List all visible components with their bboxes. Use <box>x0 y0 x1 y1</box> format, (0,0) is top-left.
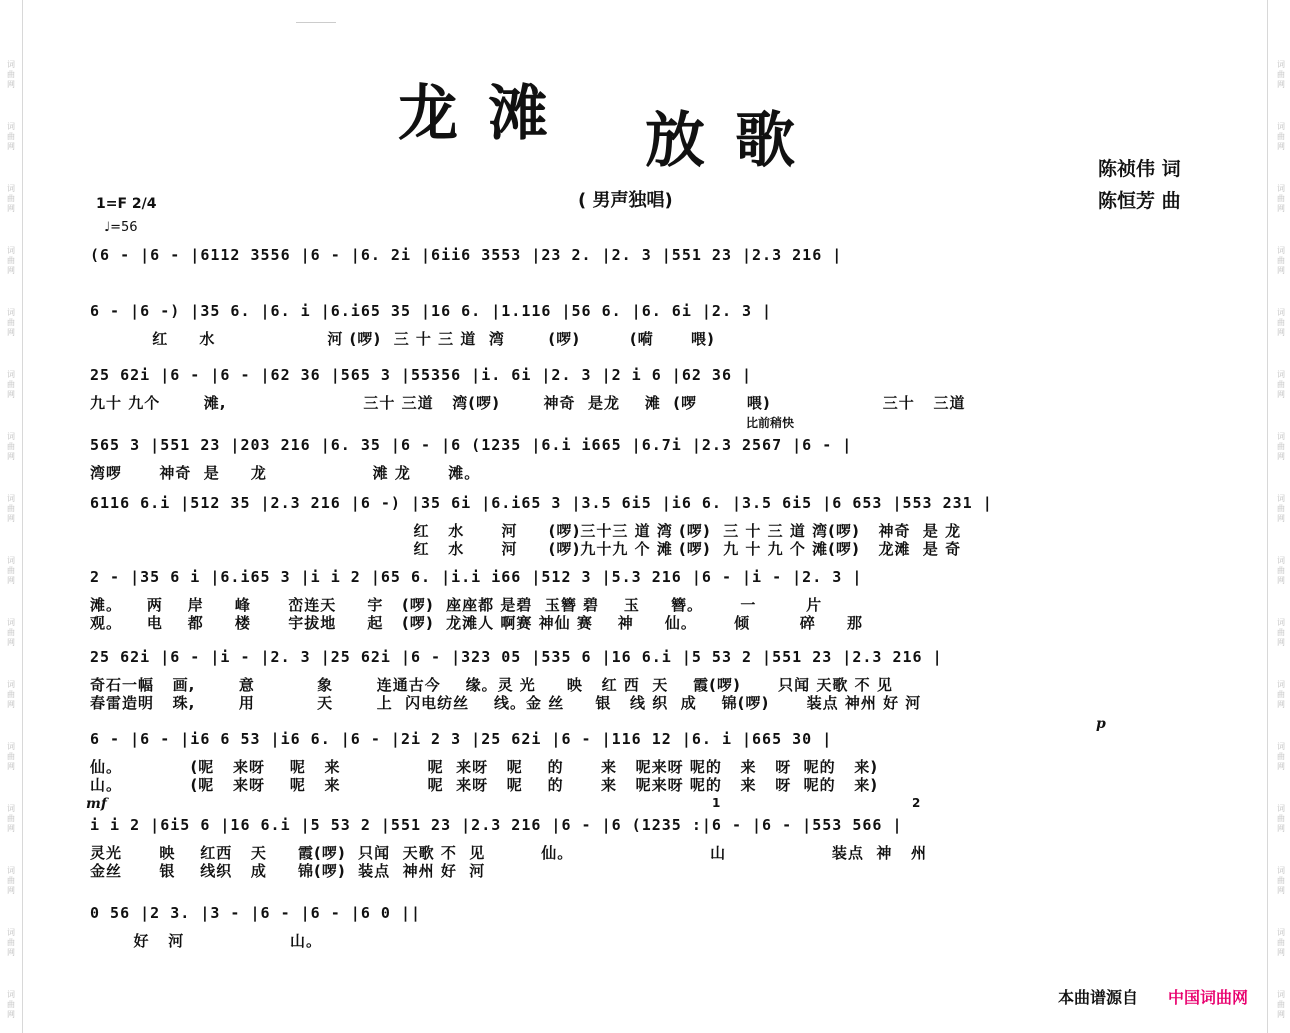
lyric-line: 滩。 两 岸 峰 峦连天 宇 (啰) 座座都 是碧 玉簪 碧 玉 簪。 一 片 <box>90 596 823 614</box>
lyric-line: 九十 九个 滩, 三十 三道 湾(啰) 神奇 是龙 滩 (啰 喂) 三十 三道 <box>90 394 966 412</box>
dynamic-mf: mf <box>86 796 107 812</box>
lyric-line: 好 河 山。 <box>90 932 322 950</box>
watermark-text: 词曲网 <box>7 990 15 1019</box>
subtitle: ( 男声独唱) <box>578 190 673 211</box>
notation-row: (6 - |6 - |6112 3556 |6 - |6. 2i |6ii6 3553 |23 2. |2. 3 |551 23 |2.3 216 | <box>90 246 843 264</box>
lyric-line: 山。 (呢 来呀 呢 来 呢 来呀 呢 的 来 呢来呀 呢的 来 呀 呢的 来) <box>90 776 879 794</box>
key-signature: 1=F 2/4 <box>96 196 157 212</box>
lyricist-credit: 陈祯伟 词 <box>1098 158 1181 180</box>
watermark-text: 词曲网 <box>7 866 15 895</box>
watermark-text: 词曲网 <box>7 618 15 647</box>
watermark-text: 词曲网 <box>7 804 15 833</box>
notation-row: 0 56 |2 3. |3 - |6 - |6 - |6 0 || <box>90 904 422 922</box>
title-line-2: 放歌 <box>645 106 825 176</box>
watermark-text: 词曲网 <box>7 60 15 89</box>
watermark-text: 词曲网 <box>1277 680 1285 709</box>
top-rule <box>296 22 336 23</box>
watermark-text: 词曲网 <box>1277 60 1285 89</box>
watermark-text: 词曲网 <box>7 556 15 585</box>
lyric-line: 观。 电 都 楼 宇拔地 起 (啰) 龙滩人 啊赛 神仙 赛 神 仙。 倾 碎 那 <box>90 614 864 632</box>
watermark-text: 词曲网 <box>7 432 15 461</box>
watermark-text: 词曲网 <box>1277 432 1285 461</box>
lyric-line: 红 水 河 (啰)九十九 个 滩 (啰) 九 十 九 个 滩(啰) 龙滩 是 奇 <box>90 540 962 558</box>
watermark-text: 词曲网 <box>1277 246 1285 275</box>
source-label: 本曲谱源自 <box>1058 988 1139 1007</box>
notation-row: 25 62i |6 - |i - |2. 3 |25 62i |6 - |323 05 |535 6 |16 6.i |5 53 2 |551 23 |2.3 216 | <box>90 648 943 666</box>
watermark-text: 词曲网 <box>7 928 15 957</box>
volta-1: 1 <box>712 796 721 810</box>
lyric-line: 奇石一幅 画, 意 象 连通古今 缘。灵 光 映 红 西 天 霞(啰) 只闻 天歌 不 见 <box>90 676 893 694</box>
watermark-text: 词曲网 <box>1277 990 1285 1019</box>
watermark-text: 词曲网 <box>1277 804 1285 833</box>
notation-row: 6 - |6 -) |35 6. |6. i |6.i65 35 |16 6. |1.116 |56 6. |6. 6i |2. 3 | <box>90 302 773 320</box>
watermark-text: 词曲网 <box>1277 618 1285 647</box>
watermark-text: 词曲网 <box>1277 494 1285 523</box>
lyric-line: 春雷造明 珠, 用 天 上 闪电纺丝 线。金 丝 银 线 织 成 锦(啰) 装点 神州 好 河 <box>90 694 922 712</box>
watermark-text: 词曲网 <box>7 184 15 213</box>
title-line-1: 龙滩 <box>398 79 578 149</box>
watermark-text: 词曲网 <box>7 246 15 275</box>
notation-row: 25 62i |6 - |6 - |62 36 |565 3 |55356 |i. 6i |2. 3 |2 i 6 |62 36 | <box>90 366 753 384</box>
dynamic-p: p <box>1096 716 1106 732</box>
notation-row: i i 2 |6i5 6 |16 6.i |5 53 2 |551 23 |2.3 216 |6 - |6 (1235 :|6 - |6 - |553 566 | <box>90 816 903 834</box>
lyric-line: 灵光 映 红西 天 霞(啰) 只闻 天歌 不 见 仙。 山 装点 神 州 <box>90 844 928 862</box>
watermark-text: 词曲网 <box>1277 556 1285 585</box>
watermark-text: 词曲网 <box>1277 308 1285 337</box>
lyric-line: 湾啰 神奇 是 龙 滩 龙 滩。 <box>90 464 481 482</box>
lyric-line: 金丝 银 线织 成 锦(啰) 装点 神州 好 河 <box>90 862 486 880</box>
notation-row: 2 - |35 6 i |6.i65 3 |i i 2 |65 6. |i.i i66 |512 3 |5.3 216 |6 - |i - |2. 3 | <box>90 568 863 586</box>
composer-credit: 陈恒芳 曲 <box>1098 190 1181 212</box>
watermark-text: 词曲网 <box>1277 742 1285 771</box>
volta-2: 2 <box>912 796 921 810</box>
watermark-text: 词曲网 <box>1277 928 1285 957</box>
lyric-line: 仙。 (呢 来呀 呢 来 呢 来呀 呢 的 来 呢来呀 呢的 来 呀 呢的 来) <box>90 758 879 776</box>
lyric-line: 红 水 河 (啰) 三 十 三 道 湾 (啰) (嗬 喂) <box>90 330 715 348</box>
notation-row: 565 3 |551 23 |203 216 |6. 35 |6 - |6 (1235 |6.i i665 |6.7i |2.3 2567 |6 - | <box>90 436 853 454</box>
notation-row: 6116 6.i |512 35 |2.3 216 |6 -) |35 6i |6.i65 3 |3.5 6i5 |i6 6. |3.5 6i5 |6 653 |553 231 | <box>90 494 993 512</box>
watermark-text: 词曲网 <box>7 308 15 337</box>
watermark-text: 词曲网 <box>7 370 15 399</box>
watermark-text: 词曲网 <box>1277 184 1285 213</box>
watermark-text: 词曲网 <box>7 680 15 709</box>
watermark-text: 词曲网 <box>1277 866 1285 895</box>
source-site-link[interactable]: 中国词曲网 <box>1168 988 1249 1007</box>
watermark-text: 词曲网 <box>7 742 15 771</box>
watermark-text: 词曲网 <box>1277 370 1285 399</box>
lyric-line: 红 水 河 (啰)三十三 道 湾 (啰) 三 十 三 道 湾(啰) 神奇 是 龙 <box>90 522 962 540</box>
notation-row: 6 - |6 - |i6 6 53 |i6 6. |6 - |2i 2 3 |25 62i |6 - |116 12 |6. i |665 30 | <box>90 730 833 748</box>
watermark-text: 词曲网 <box>7 122 15 151</box>
tempo-change-text: 比前稍快 <box>746 416 795 430</box>
watermark-text: 词曲网 <box>1277 122 1285 151</box>
watermark-text: 词曲网 <box>7 494 15 523</box>
tempo-mark: ♩=56 <box>104 220 138 235</box>
